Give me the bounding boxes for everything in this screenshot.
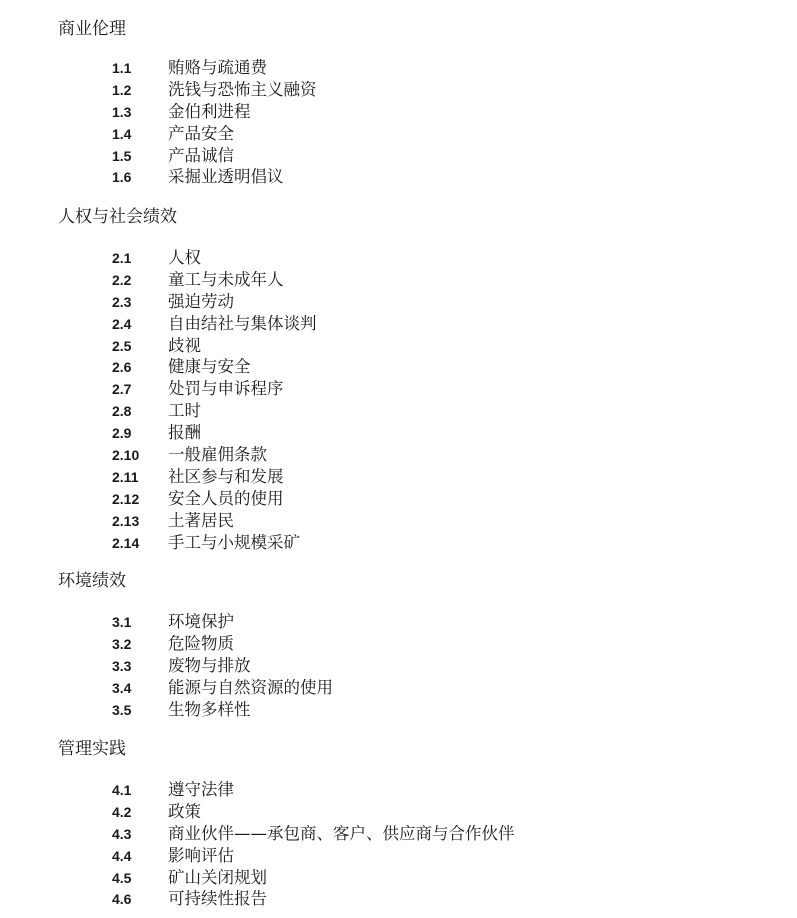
list-item	[0, 378, 797, 400]
list-item	[0, 867, 797, 889]
item-label: 手工与小规模采矿	[168, 532, 300, 552]
item-label: 土著居民	[168, 510, 234, 530]
item-label: 矿山关闭规划	[168, 867, 267, 887]
list-item	[0, 335, 797, 357]
list-item	[0, 313, 797, 335]
list-item	[0, 269, 797, 291]
item-label: 采掘业透明倡议	[168, 167, 284, 187]
item-number: 2.5	[112, 337, 132, 354]
section-item-list	[0, 247, 797, 553]
item-label: 贿赂与疏通费	[168, 58, 267, 77]
item-label: 自由结社与集体谈判	[168, 313, 317, 333]
item-number: 2.3	[112, 293, 132, 310]
item-label: 遵守法律	[168, 780, 234, 799]
list-item	[0, 488, 797, 510]
item-label: 强迫劳动	[168, 291, 234, 311]
list-item	[0, 247, 797, 269]
item-number: 2.7	[112, 381, 132, 398]
list-item	[0, 400, 797, 422]
section-title: 人权与社会绩效	[58, 207, 177, 227]
list-item	[0, 823, 797, 845]
list-item	[0, 677, 797, 699]
item-number: 2.10	[112, 447, 140, 464]
item-number: 4.1	[112, 782, 132, 798]
section-item-list	[0, 611, 797, 720]
item-number: 2.9	[112, 425, 132, 442]
list-item	[0, 845, 797, 867]
list-item	[0, 532, 797, 554]
item-label: 生物多样性	[168, 699, 251, 719]
list-item	[0, 145, 797, 167]
section-item-list	[0, 779, 797, 910]
item-label: 童工与未成年人	[168, 269, 284, 289]
list-item	[0, 888, 797, 910]
section-title: 环境绩效	[58, 571, 126, 591]
item-label: 报酬	[168, 423, 201, 443]
item-label: 处罚与申诉程序	[168, 379, 284, 399]
section-title: 管理实践	[58, 739, 126, 759]
list-item	[0, 801, 797, 823]
item-number: 2.2	[112, 271, 132, 288]
item-label: 能源与自然资源的使用	[168, 677, 333, 697]
list-item	[0, 123, 797, 145]
item-number: 1.5	[112, 147, 132, 164]
list-item	[0, 466, 797, 488]
list-item	[0, 655, 797, 677]
item-number: 2.12	[112, 490, 140, 507]
list-item	[0, 101, 797, 123]
list-item	[0, 166, 797, 188]
list-item	[0, 356, 797, 378]
list-item	[0, 779, 797, 801]
section-title: 商业伦理	[58, 19, 126, 39]
item-label: 安全人员的使用	[168, 488, 284, 508]
item-number: 2.14	[112, 534, 140, 551]
item-number: 2.1	[112, 250, 132, 266]
item-number: 4.6	[112, 891, 132, 908]
list-item	[0, 57, 797, 79]
item-number: 3.2	[112, 635, 132, 652]
item-number: 1.3	[112, 103, 132, 120]
item-number: 4.5	[112, 869, 132, 886]
item-number: 4.3	[112, 825, 132, 842]
item-label: 危险物质	[168, 633, 234, 653]
item-label: 金伯利进程	[168, 101, 251, 121]
item-label: 洗钱与恐怖主义融资	[168, 79, 317, 99]
list-item	[0, 291, 797, 313]
item-number: 1.2	[112, 81, 132, 98]
item-number: 3.5	[112, 701, 132, 718]
item-number: 2.4	[112, 315, 132, 332]
item-number: 2.13	[112, 512, 140, 529]
list-item	[0, 611, 797, 633]
item-number: 2.6	[112, 359, 132, 376]
item-number: 3.4	[112, 679, 132, 696]
item-number: 2.11	[112, 468, 139, 485]
list-item	[0, 444, 797, 466]
list-item	[0, 633, 797, 655]
item-label: 一般雇佣条款	[168, 445, 267, 465]
item-number: 1.6	[112, 169, 132, 186]
list-item	[0, 79, 797, 101]
item-label: 人权	[168, 248, 201, 267]
item-label: 影响评估	[168, 845, 234, 865]
item-number: 3.1	[112, 614, 132, 630]
item-label: 工时	[168, 401, 201, 421]
item-label: 产品安全	[168, 123, 234, 143]
item-label: 社区参与和发展	[168, 466, 284, 486]
item-number: 1.1	[112, 60, 132, 76]
item-label: 健康与安全	[168, 357, 251, 377]
list-item	[0, 422, 797, 444]
section-item-list	[0, 57, 797, 188]
item-label: 产品诚信	[168, 145, 234, 165]
list-item	[0, 699, 797, 721]
item-label: 政策	[168, 801, 201, 821]
item-label: 可持续性报告	[168, 889, 267, 909]
item-number: 4.4	[112, 847, 132, 864]
item-number: 3.3	[112, 657, 132, 674]
item-label: 商业伙伴——承包商、客户、供应商与合作伙伴	[168, 823, 515, 843]
item-number: 1.4	[112, 125, 132, 142]
item-label: 环境保护	[168, 612, 234, 631]
item-label: 废物与排放	[168, 655, 251, 675]
item-label: 歧视	[168, 335, 201, 355]
item-number: 2.8	[112, 403, 132, 420]
list-item	[0, 510, 797, 532]
item-number: 4.2	[112, 803, 132, 820]
